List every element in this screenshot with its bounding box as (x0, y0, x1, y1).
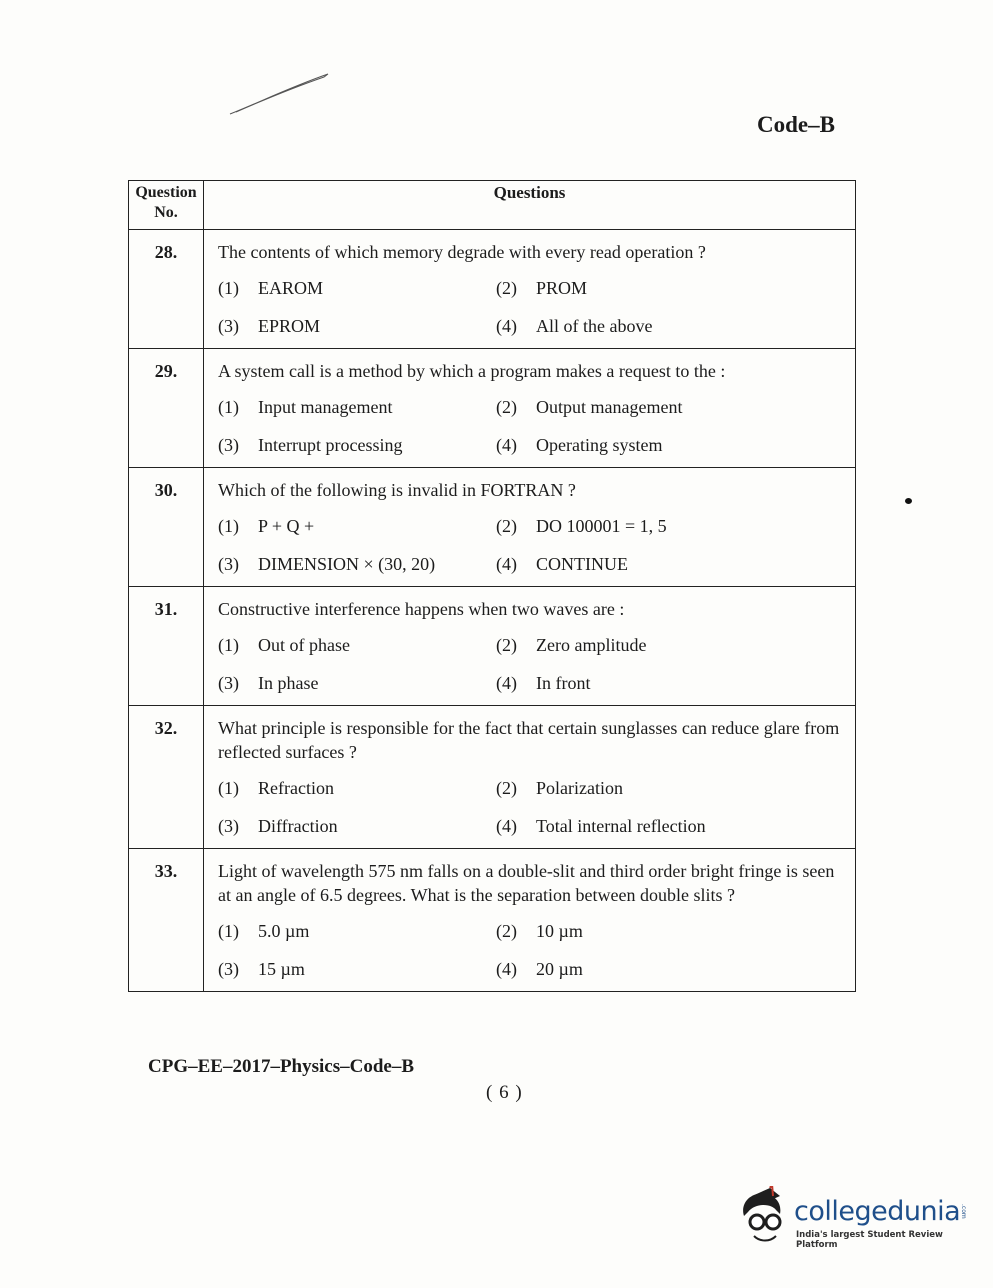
option-number: (2) (496, 635, 517, 655)
question-row (129, 468, 856, 587)
code-label: Code–B (757, 112, 835, 137)
option (218, 814, 496, 838)
option (496, 552, 845, 576)
option-text: 5.0 µm (258, 921, 310, 941)
question-text: The contents of which memory degrade with every read operation ? (218, 242, 706, 262)
header-questions: Questions (204, 181, 856, 230)
option-number: (1) (218, 516, 239, 536)
option-text: 15 µm (258, 959, 305, 979)
option-number: (1) (218, 921, 239, 941)
question-row (129, 849, 856, 992)
option-number: (4) (496, 554, 517, 574)
options-grid (218, 919, 845, 981)
question-cell (204, 349, 856, 468)
margin-dot (905, 498, 912, 504)
option-number: (4) (496, 435, 517, 455)
table-header-row (129, 181, 856, 230)
option-number: (4) (496, 816, 517, 836)
question-text: A system call is a method by which a program makes a request to the : (218, 361, 726, 381)
question-text: Constructive interference happens when two waves are : (218, 599, 625, 619)
option-number: (3) (218, 959, 239, 979)
option (218, 395, 496, 419)
option (496, 671, 845, 695)
option-number: (1) (218, 397, 239, 417)
question-row (129, 587, 856, 706)
options-grid (218, 633, 845, 695)
question-number: 32. (129, 706, 204, 849)
option (218, 514, 496, 538)
option-number: (3) (218, 554, 239, 574)
option-number: (2) (496, 921, 517, 941)
option-number: (3) (218, 816, 239, 836)
logo-wordmark: collegedunia (794, 1196, 961, 1227)
page-number: ( 6 ) (486, 1082, 523, 1103)
option-text: Input management (258, 397, 393, 417)
option-text: Diffraction (258, 816, 338, 836)
option-text: Polarization (536, 778, 623, 798)
option-number: (4) (496, 959, 517, 979)
option-text: P + Q + (258, 516, 315, 536)
option (496, 514, 845, 538)
options-grid (218, 395, 845, 457)
option-text: Out of phase (258, 635, 350, 655)
option-number: (1) (218, 278, 239, 298)
option-text: Operating system (536, 435, 663, 455)
question-row (129, 230, 856, 349)
option-text: Interrupt processing (258, 435, 403, 455)
option-number: (2) (496, 278, 517, 298)
option-text: DO 100001 = 1, 5 (536, 516, 667, 536)
question-number: 28. (129, 230, 204, 349)
option-number: (3) (218, 673, 239, 693)
option (218, 633, 496, 657)
question-number: 31. (129, 587, 204, 706)
options-grid (218, 276, 845, 338)
option-text: EPROM (258, 316, 321, 336)
question-text: Light of wavelength 575 nm falls on a double-slit and third order bright fringe is seen at an angle of 6.5 degrees. What is the separation between double slits ? (218, 861, 835, 905)
question-cell (204, 468, 856, 587)
question-cell (204, 230, 856, 349)
question-number: 29. (129, 349, 204, 468)
option (218, 276, 496, 300)
question-text: What principle is responsible for the fact that certain sunglasses can reduce glare from reflected surfaces ? (218, 718, 840, 762)
option (218, 552, 496, 576)
option (496, 433, 845, 457)
option-text: In phase (258, 673, 319, 693)
option (496, 395, 845, 419)
option (218, 433, 496, 457)
option (496, 919, 845, 943)
option-text: CONTINUE (536, 554, 628, 574)
questions-body (129, 230, 856, 992)
question-number: 33. (129, 849, 204, 992)
option-text: PROM (536, 278, 588, 298)
logo-tagline: India's largest Student Review Platform (796, 1230, 943, 1250)
question-text: Which of the following is invalid in FORTRAN ? (218, 480, 576, 500)
question-number: 30. (129, 468, 204, 587)
question-row (129, 349, 856, 468)
logo-com: .com (960, 1204, 967, 1219)
collegedunia-logo (736, 1186, 966, 1250)
option (496, 957, 845, 981)
questions-table (128, 180, 856, 992)
option (496, 814, 845, 838)
option (496, 776, 845, 800)
option (496, 276, 845, 300)
option-text: In front (536, 673, 591, 693)
option-text: 10 µm (536, 921, 583, 941)
question-cell (204, 587, 856, 706)
option-text: All of the above (536, 316, 653, 336)
option-number: (2) (496, 397, 517, 417)
option-number: (1) (218, 635, 239, 655)
pen-scribble (228, 68, 338, 118)
options-grid (218, 776, 845, 838)
option-text: Total internal reflection (536, 816, 706, 836)
option-number: (3) (218, 316, 239, 336)
question-cell (204, 706, 856, 849)
option-text: Output management (536, 397, 683, 417)
option-text: Refraction (258, 778, 334, 798)
footer-code: CPG–EE–2017–Physics–Code–B (148, 1056, 415, 1077)
option (496, 633, 845, 657)
option (496, 314, 845, 338)
option-number: (1) (218, 778, 239, 798)
option (218, 776, 496, 800)
option (218, 314, 496, 338)
option (218, 957, 496, 981)
option-number: (2) (496, 778, 517, 798)
options-grid (218, 514, 845, 576)
option-text: EAROM (258, 278, 324, 298)
option-number: (2) (496, 516, 517, 536)
question-cell (204, 849, 856, 992)
option-number: (4) (496, 673, 517, 693)
option-number: (4) (496, 316, 517, 336)
mascot-icon (736, 1186, 792, 1246)
header-question-no: Question No. (129, 181, 204, 230)
option-number: (3) (218, 435, 239, 455)
option-text: DIMENSION × (30, 20) (258, 554, 436, 574)
option-text: 20 µm (536, 959, 583, 979)
question-row (129, 706, 856, 849)
option (218, 671, 496, 695)
option-text: Zero amplitude (536, 635, 647, 655)
option (218, 919, 496, 943)
